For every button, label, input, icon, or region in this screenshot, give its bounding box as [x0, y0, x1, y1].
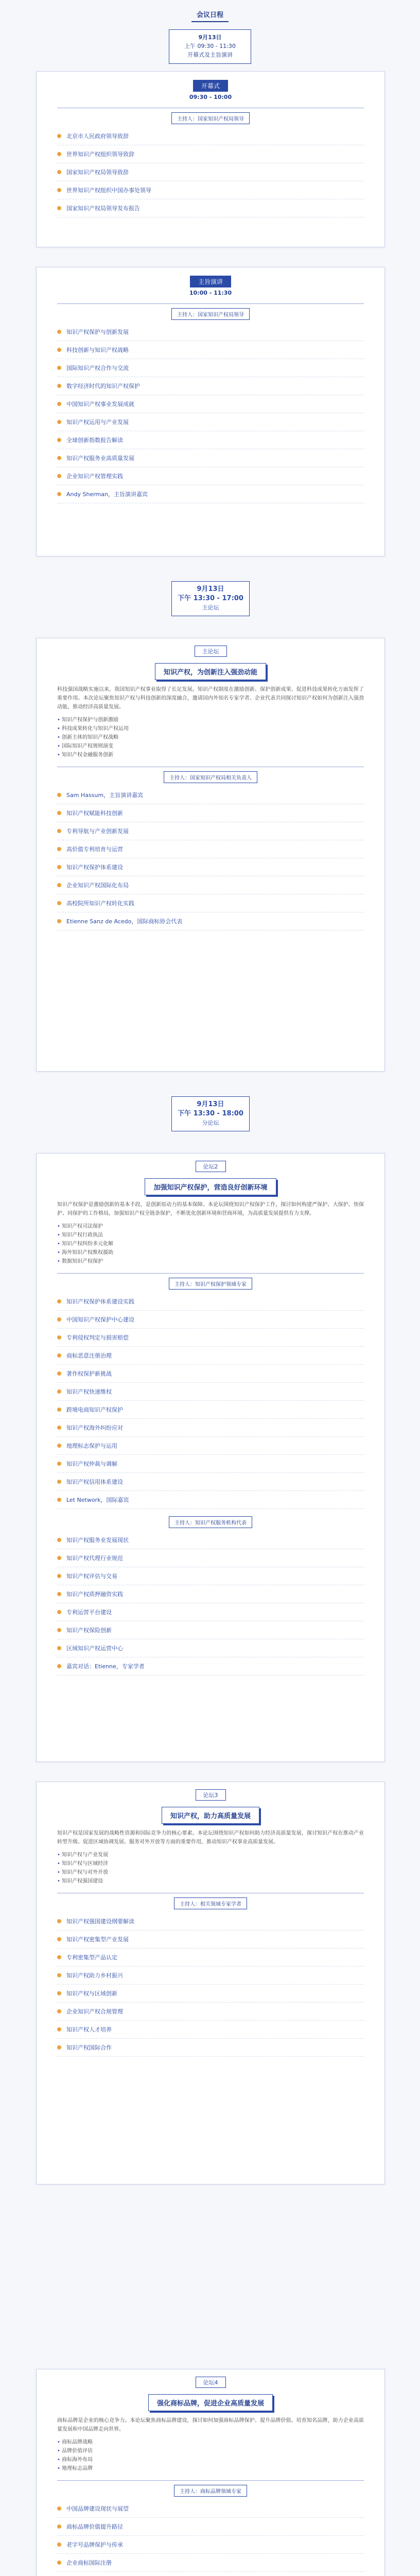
list-item	[57, 1383, 364, 1401]
list-item	[57, 467, 364, 485]
forum-2-list-2	[37, 1531, 384, 1675]
list-item-text: 嘉宾对话：Etienne，专家学者	[66, 1663, 145, 1670]
bullet-dot-icon	[57, 1462, 61, 1466]
bullet-dot-icon	[57, 829, 61, 833]
bullet-dot-icon	[57, 1628, 61, 1632]
forum-4-topics	[57, 2438, 364, 2473]
list-item	[57, 2518, 364, 2536]
list-item	[57, 1455, 364, 1473]
list-item-text: 跨境电商知识产权保护	[66, 1406, 123, 1413]
page-title: 会议日程	[191, 9, 229, 22]
bullet-dot-icon	[57, 1610, 61, 1614]
list-item-text: 科技创新与知识产权战略	[66, 347, 129, 353]
pm-session-2	[171, 1096, 250, 1131]
list-item-text: 知识产权赋能科技创新	[66, 810, 123, 817]
pm1-day: 9月13日	[197, 585, 224, 593]
list-item	[57, 876, 364, 894]
list-item-text: 高价值专利培育与运营	[66, 846, 123, 853]
bullet-dot-icon	[57, 1574, 61, 1578]
forum-main-card	[36, 638, 385, 1072]
opening-time: 09:30 - 10:00	[189, 94, 232, 100]
list-item	[57, 1491, 364, 1509]
pm2-time: 下午 13:30 - 18:00	[178, 1110, 243, 1117]
bullet-dot-icon	[57, 865, 61, 869]
bullet-dot-icon	[57, 2524, 61, 2529]
list-item-text: 北京市人民政府领导致辞	[66, 133, 129, 140]
forum-main-title: 知识产权，为创新注入强劲动能	[155, 663, 266, 680]
list-item	[57, 1311, 364, 1329]
forum-3-card	[36, 1782, 385, 2184]
topic-bullet: • 知识产权与对外开放	[57, 1868, 364, 1877]
list-item-text: 知识产权服务业发展现状	[66, 1537, 129, 1544]
list-item	[57, 1567, 364, 1585]
list-item-text: 知识产权信用体系建设	[66, 1479, 123, 1485]
forum-2-list	[37, 1293, 384, 1509]
list-item-text: 商标品牌价值提升路径	[66, 2523, 123, 2530]
bullet-dot-icon	[57, 492, 61, 496]
forum-4-card	[36, 2369, 385, 2576]
list-item	[57, 1437, 364, 1455]
bullet-dot-icon	[57, 2009, 61, 2013]
topic-bullet: • 国际知识产权规则演变	[57, 742, 364, 751]
list-item	[57, 1347, 364, 1365]
bullet-dot-icon	[57, 206, 61, 210]
forum-2-card	[36, 1153, 385, 1762]
topic-bullet: • 知识产权保护与创新激励	[57, 716, 364, 724]
list-item	[57, 1585, 364, 1603]
list-item	[57, 181, 364, 199]
list-item	[57, 1329, 364, 1347]
bullet-dot-icon	[57, 1371, 61, 1376]
list-item	[57, 1401, 364, 1419]
bullet-dot-icon	[57, 1408, 61, 1412]
bullet-dot-icon	[57, 919, 61, 923]
forum-4-title: 强化商标品牌，促进企业高质量发展	[148, 2394, 273, 2411]
forum-2-chair: 主持人：知识产权保护领域专家	[169, 1278, 252, 1290]
topic-bullet: • 品牌价值评估	[57, 2447, 364, 2455]
list-item-text: 知识产权快速维权	[66, 1388, 112, 1395]
list-item	[57, 1549, 364, 1567]
bullet-dot-icon	[57, 1919, 61, 1923]
topic-bullet: • 知识产权与产业发展	[57, 1851, 364, 1859]
forum-main-label: 主论坛	[195, 646, 227, 657]
list-item-text: 高校院所知识产权转化实践	[66, 900, 134, 907]
bullet-dot-icon	[57, 330, 61, 334]
opening-label: 开幕式	[193, 80, 228, 92]
list-item	[57, 485, 364, 503]
forum-2-intro: 知识产权保护是激励创新的基本手段，是创新原动力的基本保障。本论坛围绕知识产权保护工作，探讨如何构建严保护、大保护、快保护、同保护的工作格局，加强知识产权全链条保护，不断优化创新环境和营商环境，为高质量发展提供有力支撑。	[57, 1202, 364, 1216]
bullet-dot-icon	[57, 1317, 61, 1321]
bullet-dot-icon	[57, 152, 61, 156]
list-item-text: 数字经济时代的知识产权保护	[66, 383, 140, 389]
topic-bullet: • 地理标志品牌	[57, 2464, 364, 2473]
bullet-dot-icon	[57, 1955, 61, 1959]
bullet-dot-icon	[57, 883, 61, 887]
list-item-text: 中国知识产权保护中心建设	[66, 1316, 134, 1323]
list-item-text: 知识产权国际合作	[66, 2044, 112, 2051]
topic-bullet: • 知识产权纠纷多元化解	[57, 1240, 364, 1248]
forum-4-intro: 商标品牌是企业的核心竞争力。本论坛聚焦商标品牌建设，探讨如何加强商标品牌保护、提升品牌价值、培育知名品牌，助力企业高质量发展和中国品牌走向世界。	[57, 2418, 364, 2432]
bullet-dot-icon	[57, 793, 61, 797]
list-item-text: 全球创新指数报告解读	[66, 437, 123, 444]
bullet-dot-icon	[57, 901, 61, 905]
bullet-dot-icon	[57, 1556, 61, 1560]
list-item	[57, 359, 364, 377]
bullet-dot-icon	[57, 456, 61, 460]
bullet-dot-icon	[57, 134, 61, 138]
list-item	[57, 2039, 364, 2057]
list-item	[57, 858, 364, 876]
bullet-dot-icon	[57, 438, 61, 442]
list-item-text: 地理标志保护与运用	[66, 1443, 117, 1449]
bullet-dot-icon	[57, 2045, 61, 2049]
list-item	[57, 1985, 364, 2003]
list-item	[57, 1912, 364, 1930]
forum-2-chair-2: 主持人：知识产权服务机构代表	[169, 1516, 252, 1528]
schedule-header	[148, 9, 272, 64]
opening-card	[36, 71, 385, 247]
list-item	[57, 431, 364, 449]
schedule-time: 上午 09:30 - 11:30	[184, 43, 236, 49]
forum-main-topics	[57, 716, 364, 759]
list-item	[57, 127, 364, 145]
topic-bullet: • 海外知识产权维权援助	[57, 1248, 364, 1257]
list-item	[57, 1948, 364, 1967]
list-item-text: 知识产权服务业高质量发展	[66, 455, 134, 462]
bullet-dot-icon	[57, 2506, 61, 2511]
forum-main-intro: 科技强国战略实施以来，我国知识产权事业取得了长足发展。知识产权制度在激励创新、保护创新成果、促进科技成果转化方面发挥了重要作用。本次论坛聚焦知识产权与科技创新的深度融合，邀请国内外知名专家学者、企业代表共同探讨知识产权如何为创新注入强劲动能，推动经济高质量发展。	[57, 687, 364, 710]
bullet-dot-icon	[57, 2543, 61, 2547]
bullet-dot-icon	[57, 811, 61, 815]
list-item	[57, 413, 364, 431]
list-item	[57, 1930, 364, 1948]
bullet-dot-icon	[57, 2561, 61, 2565]
list-item-text: 专利侵权判定与损害赔偿	[66, 1334, 129, 1341]
list-item	[57, 1621, 364, 1639]
list-item-text: 知识产权运用与产业发展	[66, 419, 129, 426]
bullet-dot-icon	[57, 1973, 61, 1977]
list-item-text: 国家知识产权局领导致辞	[66, 169, 129, 176]
list-item-text: 企业知识产权合规管理	[66, 2008, 123, 2015]
list-item	[57, 2572, 364, 2576]
list-item	[57, 840, 364, 858]
bullet-dot-icon	[57, 366, 61, 370]
pm2-place: 分论坛	[202, 1120, 219, 1126]
list-item	[57, 1639, 364, 1657]
forum-2-topics	[57, 1222, 364, 1266]
list-item	[57, 2554, 364, 2572]
bullet-dot-icon	[57, 847, 61, 851]
list-item-text: 国际知识产权合作与交流	[66, 365, 129, 371]
list-item-text: 知识产权质押融资实践	[66, 1591, 123, 1598]
list-item	[57, 1365, 364, 1383]
list-item	[57, 1603, 364, 1621]
bullet-dot-icon	[57, 420, 61, 424]
list-item	[57, 395, 364, 413]
keynote-chair: 主持人：国家知识产权局领导	[171, 308, 250, 320]
list-item-text: 世界知识产权组织中国办事处领导	[66, 187, 151, 194]
list-item-text: 老字号品牌保护与传承	[66, 2541, 123, 2548]
list-item-text: 知识产权保险创新	[66, 1627, 112, 1634]
bullet-dot-icon	[57, 1389, 61, 1394]
list-item-text: Etienne Sanz de Acedo，国际商标协会代表	[66, 918, 183, 925]
forum-3-topics	[57, 1851, 364, 1886]
list-item	[57, 2003, 364, 2021]
list-item	[57, 2500, 364, 2518]
list-item-text: 商标恶意注册治理	[66, 1352, 112, 1359]
bullet-dot-icon	[57, 1426, 61, 1430]
list-item	[57, 145, 364, 163]
list-item-text: 企业知识产权国际化布局	[66, 882, 129, 889]
pm-session-1	[171, 581, 250, 616]
list-item-text: 企业商标国际注册	[66, 2560, 112, 2566]
list-item-text: 国家知识产权局领导发布报告	[66, 205, 140, 212]
list-item	[57, 894, 364, 912]
bullet-dot-icon	[57, 1991, 61, 1995]
list-item	[57, 323, 364, 341]
bullet-dot-icon	[57, 1299, 61, 1303]
list-item-text: 知识产权海外纠纷应对	[66, 1425, 123, 1431]
forum-3-list	[37, 1912, 384, 2057]
list-item	[57, 163, 364, 181]
schedule-place: 开幕式及主旨演讲	[187, 52, 233, 58]
forum-3-intro: 知识产权是国家发展的战略性资源和国际竞争力的核心要素。本论坛围绕知识产权如何助力经济高质量发展，探讨知识产权在推动产业转型升级、促进区域协调发展、服务对外开放等方面的重要作用，推动知识产权事业高质量发展。	[57, 1831, 364, 1845]
forum-2-title: 加强知识产权保护，营造良好创新环境	[145, 1178, 276, 1195]
keynote-list	[37, 323, 384, 503]
topic-bullet: • 知识产权行政执法	[57, 1231, 364, 1240]
list-item-text: 知识产权代理行业规范	[66, 1555, 123, 1562]
list-item-text: 专利导航与产业创新发展	[66, 828, 129, 835]
list-item	[57, 1657, 364, 1675]
bullet-dot-icon	[57, 1335, 61, 1340]
pm1-place: 主论坛	[202, 604, 219, 611]
list-item	[57, 377, 364, 395]
list-item	[57, 1293, 364, 1311]
list-item	[57, 804, 364, 822]
schedule-date: 9月13日	[198, 34, 222, 41]
bullet-dot-icon	[57, 1444, 61, 1448]
keynote-time: 10:00 - 11:30	[189, 290, 232, 296]
topic-bullet: • 商标海外布局	[57, 2455, 364, 2464]
topic-bullet: • 科技成果转化与知识产权运用	[57, 724, 364, 733]
list-item	[57, 1419, 364, 1437]
list-item-text: 中国知识产权事业发展成就	[66, 401, 134, 408]
topic-bullet: • 数据知识产权保护	[57, 1257, 364, 1266]
forum-main-chair: 主持人：国家知识产权局相关负责人	[164, 771, 257, 783]
list-item-text: 知识产权人才培养	[66, 2026, 112, 2033]
forum-4-list	[37, 2500, 384, 2576]
opening-chair: 主持人：国家知识产权局领导	[171, 112, 250, 124]
list-item	[57, 786, 364, 804]
keynote-card	[36, 267, 385, 556]
forum-2-label: 论坛2	[196, 1161, 226, 1172]
forum-4-label: 论坛4	[196, 2377, 226, 2388]
bullet-dot-icon	[57, 384, 61, 388]
forum-3-chair: 主持人：相关领域专家学者	[174, 1897, 247, 1909]
bullet-dot-icon	[57, 2027, 61, 2031]
list-item	[57, 2021, 364, 2039]
list-item-text: 知识产权助力乡村振兴	[66, 1972, 123, 1979]
list-item-text: 专利密集型产品认定	[66, 1954, 117, 1961]
list-item-text: 知识产权仲裁与调解	[66, 1461, 117, 1467]
list-item-text: 中国品牌建设现状与展望	[66, 2505, 129, 2512]
topic-bullet: • 知识产权司法保护	[57, 1222, 364, 1231]
topic-bullet: • 知识产权强国建设	[57, 1877, 364, 1886]
topic-bullet: • 知识产权金融服务创新	[57, 751, 364, 759]
list-item-text: 企业知识产权管理实践	[66, 473, 123, 480]
list-item-text: 知识产权强国建设纲要解读	[66, 1918, 134, 1925]
keynote-label: 主旨演讲	[190, 276, 231, 287]
list-item-text: 知识产权保护体系建设实践	[66, 1298, 134, 1305]
list-item-text: Andy Sherman，主旨演讲嘉宾	[66, 491, 148, 498]
list-item	[57, 2536, 364, 2554]
bullet-dot-icon	[57, 1592, 61, 1596]
topic-bullet: • 知识产权与区域经济	[57, 1859, 364, 1868]
list-item-text: Let Network，国际嘉宾	[66, 1497, 129, 1503]
bullet-dot-icon	[57, 1353, 61, 1358]
bullet-dot-icon	[57, 402, 61, 406]
list-item-text: 世界知识产权组织领导致辞	[66, 151, 134, 158]
bullet-dot-icon	[57, 1498, 61, 1502]
list-item	[57, 822, 364, 840]
pm2-day: 9月13日	[197, 1100, 224, 1108]
list-item-text: 知识产权密集型产业发展	[66, 1936, 129, 1943]
bullet-dot-icon	[57, 1664, 61, 1668]
bullet-dot-icon	[57, 188, 61, 192]
list-item	[57, 341, 364, 359]
bullet-dot-icon	[57, 1538, 61, 1542]
list-item	[57, 1967, 364, 1985]
bullet-dot-icon	[57, 170, 61, 174]
bullet-dot-icon	[57, 474, 61, 478]
list-item	[57, 1473, 364, 1491]
list-item-text: Sam Hassum，主旨演讲嘉宾	[66, 792, 144, 799]
list-item-text: 知识产权与区域创新	[66, 1990, 117, 1997]
forum-4-chair: 主持人：商标品牌领域专家	[174, 2485, 247, 2497]
morning-schedule-box	[169, 29, 251, 64]
bullet-dot-icon	[57, 1646, 61, 1650]
forum-3-label: 论坛3	[196, 1789, 226, 1801]
topic-bullet: • 商标品牌战略	[57, 2438, 364, 2447]
topic-bullet: • 创新主体的知识产权战略	[57, 733, 364, 742]
forum-main-list	[37, 786, 384, 930]
opening-list	[37, 127, 384, 217]
list-item-text: 著作权保护新挑战	[66, 1370, 112, 1377]
pm1-time: 下午 13:30 - 17:00	[178, 595, 243, 602]
list-item	[57, 912, 364, 930]
list-item-text: 专利运营平台建设	[66, 1609, 112, 1616]
list-item	[57, 449, 364, 467]
list-item	[57, 1531, 364, 1549]
list-item-text: 知识产权保护体系建设	[66, 864, 123, 871]
list-item-text: 知识产权保护与创新发展	[66, 329, 129, 335]
forum-3-title: 知识产权，助力高质量发展	[162, 1807, 259, 1824]
list-item	[57, 199, 364, 217]
bullet-dot-icon	[57, 1937, 61, 1941]
list-item-text: 区域知识产权运营中心	[66, 1645, 123, 1652]
list-item-text: 知识产权评估与交易	[66, 1573, 117, 1580]
bullet-dot-icon	[57, 348, 61, 352]
bullet-dot-icon	[57, 1480, 61, 1484]
